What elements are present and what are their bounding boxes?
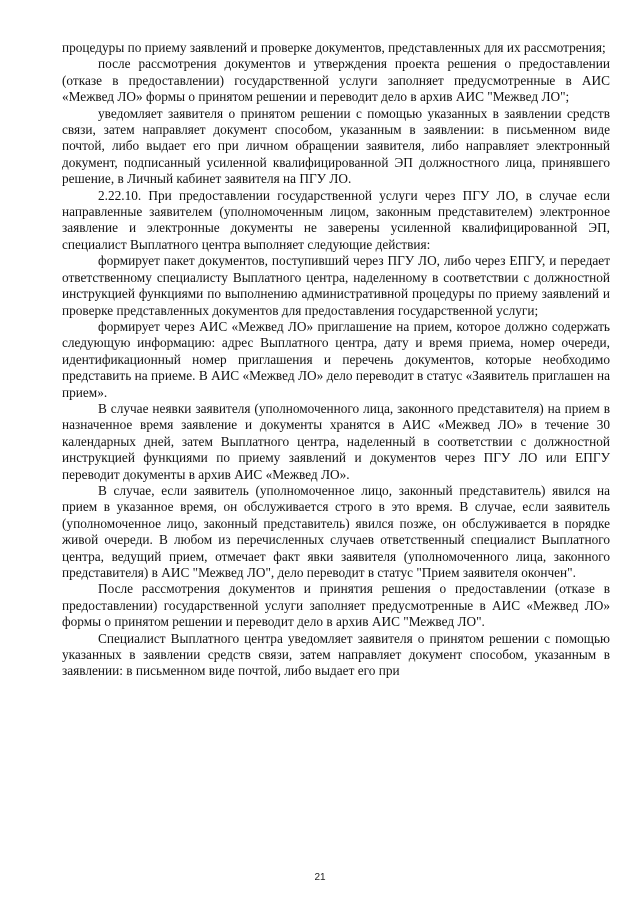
paragraph-7: В случае неявки заявителя (уполномоченного лица, законного представителя) на прием в назначенное время заявление и документы хранятся в АИС «Межвед ЛО» в течение 30 календарных дней, затем Выплатного центра, наделенный в соответствии с должностной инструкцией функциями по приему заявлений и документов через ПГУ ЛО или ЕПГУ переводит документы в архив АИС «Межвед ЛО». (62, 400, 610, 482)
paragraph-5: формирует пакет документов, поступивший через ПГУ ЛО, либо через ЕПГУ, и передает ответственному специалисту Выплатного центра, наделенному в соответствии с должностной инструкцией функциями по выполнению административной процедуры по приему заявлений и проверке представленных документов для предоставления государственной услуги; (62, 253, 610, 318)
paragraph-1: процедуры по приему заявлений и проверке документов, представленных для их рассмотрения; (62, 40, 606, 55)
document-body (62, 40, 610, 680)
paragraph-8: В случае, если заявитель (уполномоченное лицо, законный представитель) явился на прием в указанное время, он обслуживается строго в это время. В случае, если заявитель (уполномоченное лицо, законный представитель) явился позже, он обслуживается в порядке живой очереди. В любом из перечисленных случаев ответственный специалист Выплатного центра, ведущий прием, отмечает факт явки заявителя (уполномоченного лица, законного представителя) в АИС "Межвед ЛО", дело переводит в статус "Прием заявителя окончен". (62, 482, 610, 580)
paragraph-2: после рассмотрения документов и утверждения проекта решения о предоставлении (отказе в предоставлении) государственной услуги заполняет предусмотренные в АИС «Межвед ЛО» формы о принятом решении и переводит дело в архив АИС "Межвед ЛО"; (62, 56, 610, 105)
paragraph-10: Специалист Выплатного центра уведомляет заявителя о принятом решении с помощью указанных в заявлении средств связи, затем направляет документ способом, указанным в заявлении: в письменном виде почтой, либо выдает его при (62, 630, 610, 679)
page-number: 21 (314, 872, 326, 883)
paragraph-4: 2.22.10. При предоставлении государственной услуги через ПГУ ЛО, в случае если направленные заявителем (уполномоченным лицом, законным представителем) электронное заявление и электронные документы не заверены усиленной квалифицированной ЭП, специалист Выплатного центра выполняет следующие действия: (62, 187, 610, 252)
paragraph-3: уведомляет заявителя о принятом решении с помощью указанных в заявлении средств связи, затем направляет документ способом, указанным в заявлении: в письменном виде почтой, либо выдает его при личном обращении заявителя, либо направляет электронный документ, подписанный усиленной квалифицированной ЭП должностного лица, принявшего решение, в Личный кабинет заявителя на ПГУ ЛО. (62, 105, 610, 187)
paragraph-6: формирует через АИС «Межвед ЛО» приглашение на прием, которое должно содержать следующую информацию: адрес Выплатного центра, дату и время приема, номер очереди, идентификационный номер приглашения и перечень документов, которые необходимо представить на приеме. В АИС «Межвед ЛО» дело переводит в статус «Заявитель приглашен на прием». (62, 318, 610, 400)
paragraph-9: После рассмотрения документов и принятия решения о предоставлении (отказе в предоставлении) государственной услуги заполняет предусмотренные в АИС «Межвед ЛО» формы о принятом решении и переводит дело в архив АИС "Межвед ЛО". (62, 581, 610, 630)
